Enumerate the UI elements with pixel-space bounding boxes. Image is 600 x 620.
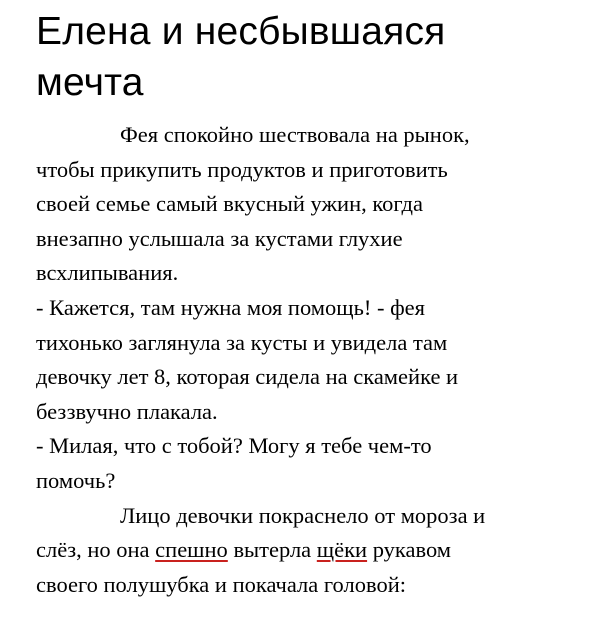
paragraph-line: - Кажется, там нужна моя помощь! - фея bbox=[36, 294, 426, 320]
document-title bbox=[36, 6, 560, 108]
text-run: рукавом bbox=[367, 537, 452, 563]
text-run: вытерла bbox=[227, 537, 317, 563]
paragraph-line bbox=[36, 533, 560, 568]
paragraph-line: всхлипывания. bbox=[36, 260, 179, 286]
paragraph-line: Фея спокойно шествовала на рынок, bbox=[120, 122, 470, 147]
paragraph-line: девочку лет 8, которая сидела на скамейке и bbox=[36, 364, 459, 390]
paragraph-line: Лицо девочки покраснело от мороза и bbox=[120, 502, 486, 528]
text-run: слёз, но она bbox=[36, 537, 156, 563]
paragraph-line: беззвучно плакала. bbox=[36, 398, 218, 424]
title-line: Елена и несбывшаяся bbox=[36, 10, 446, 53]
misspelled-word[interactable]: щёки bbox=[316, 537, 368, 563]
misspelled-word[interactable]: спешно bbox=[155, 537, 228, 563]
document-body[interactable] bbox=[36, 118, 560, 602]
paragraph-line: - Милая, что с тобой? Могу я тебе чем-то bbox=[36, 433, 432, 459]
paragraph-line: тихонько заглянула за кусты и увидела там bbox=[36, 329, 448, 355]
paragraph-line: своего полушубка и покачала головой: bbox=[36, 571, 406, 597]
paragraph-line: своей семье самый вкусный ужин, когда bbox=[36, 191, 423, 217]
title-line: мечта bbox=[36, 61, 144, 104]
paragraph-line: внезапно услышала за кустами глухие bbox=[36, 225, 403, 251]
paragraph-line: чтобы прикупить продуктов и приготовить bbox=[36, 156, 448, 182]
paragraph-line: помочь? bbox=[36, 467, 116, 493]
